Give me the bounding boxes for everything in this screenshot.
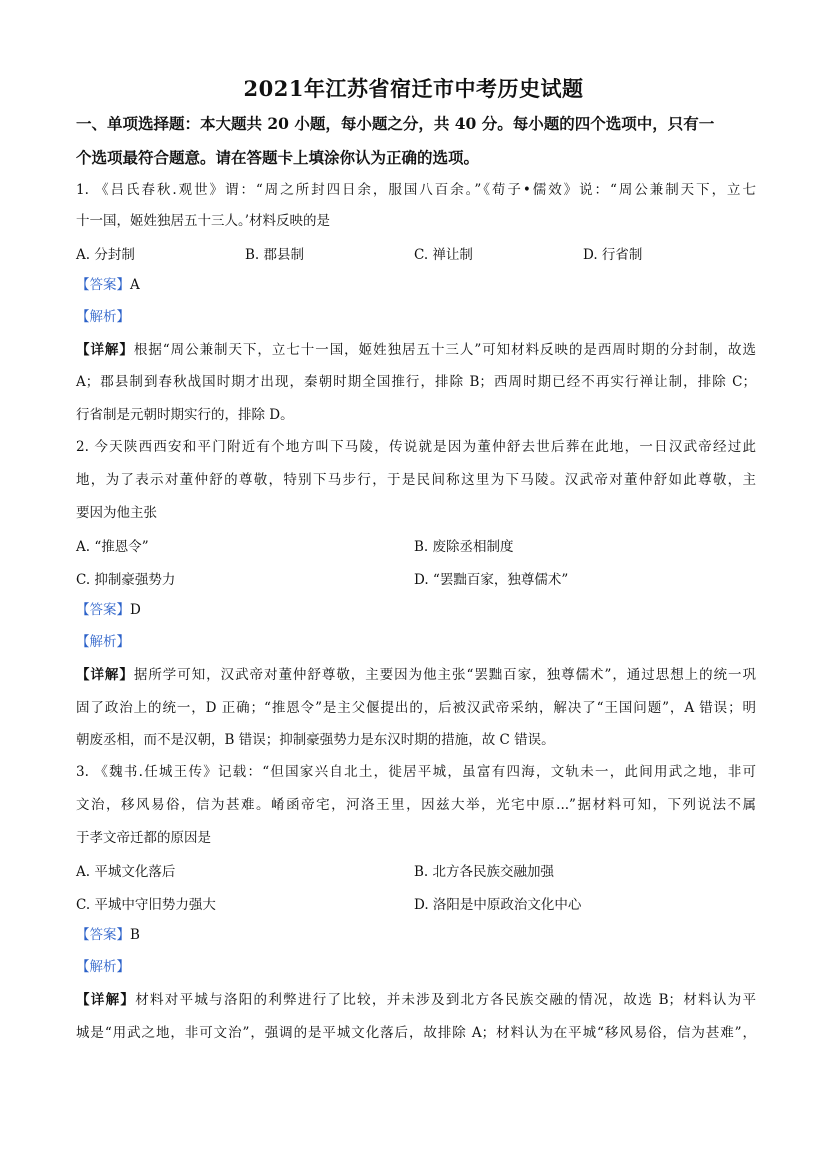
q1-option-a: A. 分封制 (76, 247, 135, 263)
q3-detail-text-1: 材料对平城与洛阳的利弊进行了比较，并未涉及到北方各民族交融的情况，故选 B；材料认为平 (135, 992, 756, 1008)
q3-answer-value: B (130, 927, 140, 943)
detail-label: 【详解】 (76, 342, 134, 358)
q3-detail-line-2: 城是“用武之地，非可文治”，强调的是平城文化落后，故排除 A；材料认为在平城“移风易俗，信为甚难”， (76, 1025, 756, 1041)
detail-label: 【详解】 (76, 992, 136, 1008)
q2-detail-line-1 (76, 665, 756, 685)
q1-option-d: D. 行省制 (583, 247, 643, 263)
section-heading-line-1: 一、单项选择题：本大题共 20 小题，每小题之分，共 40 分。每小题的四个选项中，只有一 (76, 114, 715, 133)
q1-detail-line-2: A；郡县制到春秋战国时期才出现，秦朝时期全国推行，排除 B；西周时期已经不再实行禅让制，排除 C； (76, 374, 756, 390)
q2-answer (76, 600, 756, 620)
q3-stem-line-3: 于孝文帝迁都的原因是 (76, 830, 211, 846)
q2-analysis-label: 【解析】 (76, 634, 130, 650)
q2-option-b: B. 废除丞相制度 (414, 539, 514, 555)
q3-answer (76, 925, 756, 945)
q3-option-a: A. 平城文化落后 (76, 864, 176, 880)
q2-option-a: A. “推恩令” (76, 539, 149, 555)
q2-detail-text-1: 据所学可知，汉武帝对董仲舒尊敬，主要因为他主张“罢黜百家，独尊儒术”，通过思想上的统一巩 (133, 667, 757, 683)
section-heading-line-2: 个选项最符合题意。请在答题卡上填涂你认为正确的选项。 (76, 148, 480, 167)
q3-option-c: C. 平城中守旧势力强大 (76, 897, 216, 913)
q1-answer-value: A (130, 277, 140, 293)
q2-option-c: C. 抑制豪强势力 (76, 572, 176, 588)
answer-label: 【答案】 (76, 927, 130, 943)
q1-detail-line-3: 行省制是元朝时期实行的，排除 D。 (76, 407, 294, 423)
q3-detail-line-1 (76, 990, 756, 1010)
q2-stem-line-2: 地，为了表示对董仲舒的尊敬，特别下马步行，于是民间称这里为下马陵。汉武帝对董仲舒如此尊敬，主 (76, 472, 756, 488)
q3-option-b: B. 北方各民族交融加强 (414, 864, 555, 880)
q1-stem-line-1: 1. 《吕氏春秋.观世》谓：“周之所封四日余，服国八百余。”《荀子•儒效》说：“周公兼制天下，立七 (76, 182, 756, 198)
q1-detail-text-1: 根据“周公兼制天下，立七十一国，姬姓独居五十三人”可知材料反映的是西周时期的分封制，故选 (133, 342, 757, 358)
detail-label: 【详解】 (76, 667, 134, 683)
q1-analysis-label: 【解析】 (76, 309, 130, 325)
q2-stem-line-1: 2. 今天陕西西安和平门附近有个地方叫下马陵，传说就是因为董仲舒去世后葬在此地，一日汉武帝经过此 (76, 439, 756, 455)
q3-option-d: D. 洛阳是中原政治文化中心 (414, 897, 582, 913)
q3-stem-line-2: 文治，移风易俗，信为甚难。崤函帝宅，河洛王里，因兹大举，光宅中原...”据材料可知，下列说法不属 (76, 797, 756, 813)
q3-stem-line-1: 3. 《魏书.任城王传》记载：“但国家兴自北土，徙居平城，虽富有四海，文轨未一，此间用武之地，非可 (76, 764, 756, 780)
q2-stem-line-3: 要因为他主张 (76, 505, 157, 521)
q2-option-d: D. “罢黜百家，独尊儒术” (414, 572, 569, 588)
q1-stem-line-2: 十一国，姬姓独居五十三人。’材料反映的是 (76, 213, 331, 229)
answer-label: 【答案】 (76, 602, 130, 618)
q1-option-b: B. 郡县制 (245, 247, 305, 263)
answer-label: 【答案】 (76, 277, 130, 293)
q1-option-c: C. 禅让制 (414, 247, 473, 263)
page-title: 2021年江苏省宿迁市中考历史试题 (243, 76, 584, 101)
q2-detail-line-2: 固了政治上的统一，D 正确；“推恩令”是主父偃提出的，后被汉武帝采纳，解决了“王国问题”，A 错误；明 (76, 700, 756, 716)
q2-answer-value: D (130, 602, 141, 618)
q1-detail-line-1 (76, 340, 756, 360)
q1-answer (76, 275, 756, 295)
q3-analysis-label: 【解析】 (76, 959, 130, 975)
q2-detail-line-3: 朝废丞相，而不是汉朝，B 错误；抑制豪强势力是东汉时期的措施，故 C 错误。 (76, 732, 555, 748)
